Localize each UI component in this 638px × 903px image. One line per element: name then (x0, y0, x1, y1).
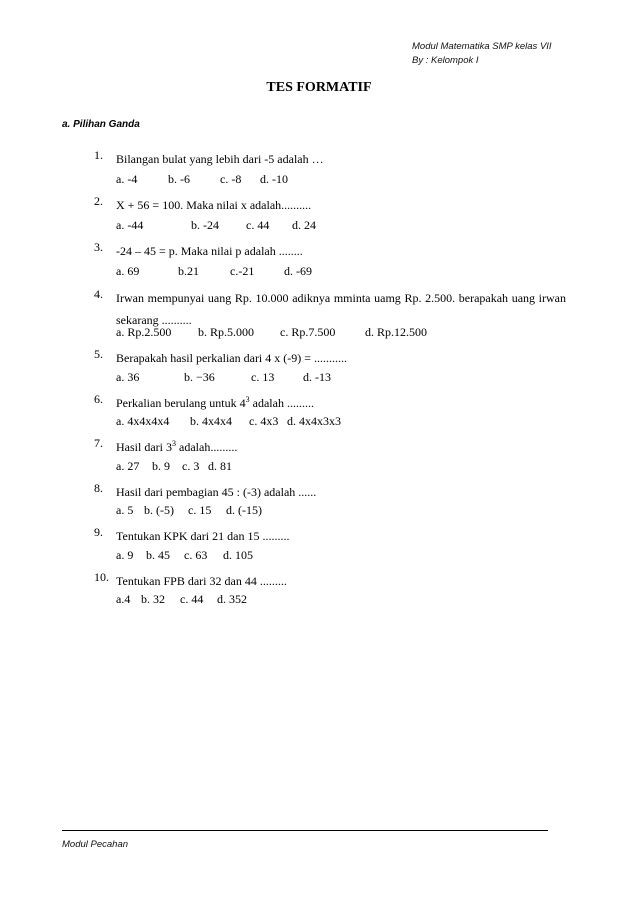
running-footer: Modul Pecahan (62, 839, 129, 850)
option-a: a. -44 (116, 218, 144, 232)
question-text: Hasil dari $3^3$ adalah......... (116, 439, 238, 454)
question-number: 3. (94, 240, 103, 254)
answer-options (116, 414, 341, 429)
option-b: b. 32 (141, 592, 165, 606)
option-c: c. Rp.7.500 (280, 325, 336, 339)
answer-options (116, 172, 288, 187)
question-text: X + 56 = 100. Maka nilai x adalah.......... (116, 198, 312, 212)
option-d: d. -69 (284, 264, 312, 278)
question-number: 8. (94, 481, 103, 495)
option-b: b.21 (178, 264, 199, 278)
answer-options (116, 548, 253, 563)
footer-divider (62, 830, 548, 831)
option-a: a. 9 (116, 548, 134, 562)
question-text: Berapakah hasil perkalian dari 4 x (-9) = ........... (116, 351, 348, 365)
option-a: a. 4x4x4x4 (116, 414, 170, 428)
header-module-title: Modul Matematika SMP kelas VII (412, 41, 552, 52)
question-text: Irwan mempunyai uang Rp. 10.000 adiknya mminta uamg Rp. 2.500. berapakah uang irwan sekarang .......... (116, 291, 566, 327)
option-a: a. -4 (116, 172, 138, 186)
option-d: d. -13 (303, 370, 331, 384)
answer-options (116, 503, 262, 518)
question-number: 5. (94, 347, 103, 361)
question-text: Tentukan FPB dari 32 dan 44 ......... (116, 574, 287, 588)
question-text: Bilangan bulat yang lebih dari -5 adalah … (116, 152, 324, 166)
option-b: b. 4x4x4 (190, 414, 232, 428)
option-d: d. Rp.12.500 (365, 325, 428, 339)
question-number: 9. (94, 525, 103, 539)
option-d: d. 352 (217, 592, 247, 606)
running-header (412, 40, 612, 68)
option-d: d. 4x4x3x3 (287, 414, 341, 428)
page-title: TES FORMATIF (266, 80, 372, 95)
option-a: a. Rp.2.500 (116, 325, 172, 339)
answer-options (116, 218, 316, 233)
option-c: c. 63 (184, 548, 208, 562)
option-a: a. 5 (116, 503, 134, 517)
option-d: d. -10 (260, 172, 288, 186)
answer-options (116, 459, 232, 474)
option-a: a. 69 (116, 264, 140, 278)
question-number: 2. (94, 194, 103, 208)
question-text: Hasil dari pembagian 45 : (-3) adalah ...... (116, 485, 317, 499)
answer-options (116, 370, 331, 385)
option-b: b. -6 (168, 172, 190, 186)
question-number: 6. (94, 392, 103, 406)
option-d: d. 24 (292, 218, 316, 232)
question-text: -24 – 45 = p. Maka nilai p adalah ........ (116, 244, 303, 258)
option-a: a. 27 (116, 459, 140, 473)
section-heading: a. Pilihan Ganda (62, 119, 140, 130)
answer-options (116, 325, 427, 340)
option-d: d. (-15) (226, 503, 262, 517)
option-b: b. Rp.5.000 (198, 325, 255, 339)
option-a: a. 36 (116, 370, 140, 384)
question-text: Tentukan KPK dari 21 dan 15 ......... (116, 529, 290, 543)
question-text: Perkalian berulang untuk $4^3$ adalah ......... (116, 395, 314, 410)
header-author: By : Kelompok I (412, 55, 479, 66)
option-c: c. 44 (246, 218, 270, 232)
option-b: b. -24 (191, 218, 219, 232)
option-b: b. 45 (146, 548, 170, 562)
option-b: b. 9 (152, 459, 170, 473)
option-d: d. 105 (223, 548, 253, 562)
option-c: c. 3 (182, 459, 200, 473)
option-a: a.4 (116, 592, 131, 606)
question-number: 10. (94, 570, 109, 584)
option-c: c. 15 (188, 503, 212, 517)
option-c: c. 4x3 (249, 414, 279, 428)
option-c: c. 13 (251, 370, 275, 384)
question-number: 7. (94, 436, 103, 450)
option-c: c.-21 (230, 264, 255, 278)
answer-options (116, 592, 247, 607)
question-number: 1. (94, 148, 103, 162)
question-number: 4. (94, 287, 103, 301)
option-b: b. (-5) (144, 503, 174, 517)
option-d: d. 81 (208, 459, 232, 473)
option-b: b. −36 (184, 370, 215, 384)
option-c: c. 44 (180, 592, 204, 606)
option-c: c. -8 (220, 172, 242, 186)
